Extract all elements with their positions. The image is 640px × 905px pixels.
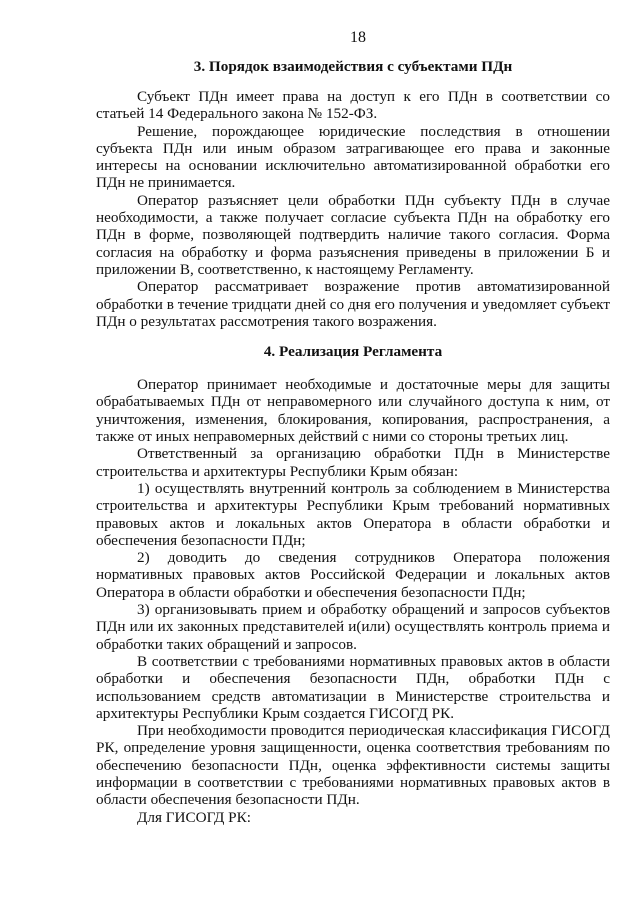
section-3-title: 3. Порядок взаимодействия с субъектами ПДн bbox=[193, 58, 513, 75]
section-4-title: 4. Реализация Регламента bbox=[263, 343, 443, 361]
paragraph: Оператор рассматривает возражение против автоматизированной обработки в течение тридцати дней со дня его получения и уведомляет субъект ПДн о результатах рассмотрения такого возражения. bbox=[96, 278, 610, 330]
paragraph: Ответственный за организацию обработки ПДн в Министерстве строительства и архитектуры Республики Крым обязан: bbox=[96, 445, 610, 480]
paragraph: Оператор принимает необходимые и достаточные меры для защиты обрабатываемых ПДн от неправомерного или случайного доступа к ним, от уничтожения, изменения, блокирования, копирования, распространения, а также от иных неправомерных действий с ними со стороны третьих лиц. bbox=[96, 376, 610, 446]
section-3 bbox=[96, 57, 610, 330]
page-number: 18 bbox=[350, 29, 366, 46]
list-item: 3) организовывать прием и обработку обращений и запросов субъектов ПДн или их законных представителей и(или) осуществлять контроль приема и обработки таких обращений и запросов. bbox=[96, 601, 610, 653]
document-page bbox=[96, 28, 610, 826]
paragraph: Оператор разъясняет цели обработки ПДн субъекту ПДн в случае необходимости, а также получает согласие субъекта ПДн на обработку его ПДн в форме, позволяющей подтвердить наличие такого согласия. Форма согласия на обработку и форма разъяснения приведены в приложении Б и приложении В, соответственно, к настоящему Регламенту. bbox=[96, 191, 610, 278]
paragraph: Решение, порождающее юридические последствия в отношении субъекта ПДн или иным образом затрагивающее его права и законные интересы на основании исключительно автоматизированной обработки его ПДн не принимается. bbox=[96, 122, 610, 192]
paragraph: Субъект ПДн имеет права на доступ к его ПДн в соответствии со статьей 14 Федерального закона № 152-ФЗ. bbox=[96, 88, 610, 123]
list-item: 2) доводить до сведения сотрудников Оператора положения нормативных правовых актов Российской Федерации и локальных актов Оператора в области обработки и обеспечения безопасности ПДн; bbox=[96, 549, 610, 601]
section-4 bbox=[96, 342, 610, 826]
paragraph: При необходимости проводится периодическая классификация ГИСОГД РК, определение уровня защищенности, оценка соответствия требованиям по обеспечению безопасности ПДн, оценка эффективности системы защиты информации в соответствии с требованиями нормативных правовых актов в области обеспечения безопасности ПДн. bbox=[96, 722, 610, 809]
paragraph: Для ГИСОГД РК: bbox=[137, 808, 251, 826]
paragraph: В соответствии с требованиями нормативных правовых актов в области обработки и обеспечения безопасности ПДн, обработки ПДн с использованием средств автоматизации в Министерстве строительства и архитектуры Республики Крым создается ГИСОГД РК. bbox=[96, 652, 610, 722]
list-item: 1) осуществлять внутренний контроль за соблюдением в Министерства строительства и архитектуры Республики Крым требований нормативных правовых актов и локальных актов Оператора в области обработки и обеспечения безопасности ПДн; bbox=[96, 479, 610, 549]
